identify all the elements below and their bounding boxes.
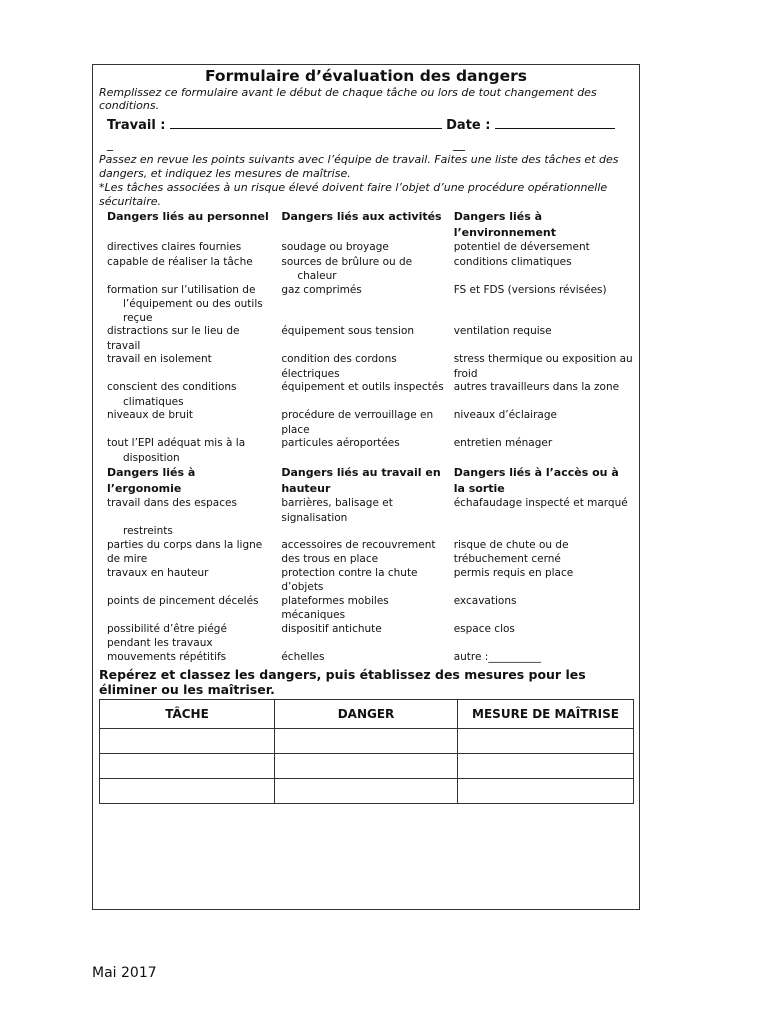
checklist-cell — [273, 396, 445, 410]
checklist-cell[interactable] — [273, 651, 445, 666]
checklist-row — [99, 539, 633, 567]
date-label: Date : — [446, 118, 491, 133]
checklist-cell[interactable] — [99, 595, 273, 623]
table-cell[interactable] — [458, 779, 634, 804]
checklist-item-label: disposition — [123, 451, 180, 464]
checklist-row — [99, 270, 633, 284]
checklist-item-label: permis requis en place — [453, 566, 574, 579]
checklist-item-label: condition des cordons électriques — [281, 353, 397, 380]
checklist-cell[interactable] — [99, 312, 273, 326]
checklist-row — [99, 353, 633, 381]
checklist-cell — [446, 270, 633, 284]
checklist-item-label: gaz comprimés — [281, 283, 362, 296]
header-environnement: Dangers liés à l’environnement — [453, 210, 557, 239]
checklist-row — [99, 256, 633, 271]
table-row — [100, 729, 634, 754]
checklist-item-label: équipement et outils inspectés — [281, 381, 444, 393]
checklist-item-label: échelles — [281, 650, 325, 663]
checklist-item-label: capable de réaliser la tâche — [107, 255, 253, 268]
date-input-line[interactable] — [495, 116, 615, 129]
checklist-item-label: distractions sur le lieu de travail — [107, 325, 240, 352]
checklist-item-label: protection contre la chute d’objets — [281, 566, 418, 593]
checklist-row — [99, 241, 633, 256]
checklist-cell[interactable] — [273, 437, 445, 452]
checklist-row — [99, 396, 633, 410]
checklist-item-label: accessoires de recouvrement des trous en place — [281, 538, 436, 565]
table-cell[interactable] — [100, 729, 275, 754]
checklist-item-label: niveaux de bruit — [107, 409, 194, 421]
table-row — [100, 779, 634, 804]
checklist-item-label: ventilation requise — [453, 325, 552, 337]
checklist-cell — [446, 396, 633, 410]
checklist-item-label: potentiel de déversement — [453, 241, 590, 253]
table-header-row — [100, 700, 634, 729]
checklist-cell[interactable] — [99, 437, 273, 452]
checklist-row — [99, 312, 633, 326]
checklist-row — [99, 452, 633, 466]
checklist-cell[interactable] — [446, 353, 633, 381]
checklist-row — [99, 381, 633, 396]
checklist-cell — [446, 525, 633, 539]
checklist-cell[interactable] — [446, 651, 633, 666]
checklist-cell[interactable] — [99, 452, 273, 466]
checklist-cell[interactable] — [273, 497, 445, 525]
checklist-item-label: échafaudage inspecté et marqué — [453, 497, 628, 509]
checklist-cell[interactable] — [446, 325, 633, 353]
checklist-item-label: autres travailleurs dans la zone — [453, 381, 620, 393]
checklist-item-label: l’équipement ou des outils — [123, 298, 263, 310]
checklist-cell[interactable] — [99, 381, 273, 396]
checklist-cell[interactable] — [273, 256, 445, 271]
review-line-2: *Les tâches associées à un risque élevé doivent faire l’objet d’une procédure opérationnelle sécuritaire. — [99, 181, 608, 208]
hazard-assessment-form — [92, 64, 640, 910]
checklist-cell — [99, 270, 273, 284]
checklist-item-label: conscient des conditions — [107, 381, 237, 393]
checklist-cell[interactable] — [446, 437, 633, 452]
checklist-cell — [446, 298, 633, 312]
travail-label: Travail : — [107, 118, 166, 133]
dash-left: _ — [107, 137, 113, 151]
section-header-row — [99, 209, 633, 241]
checklist-cell[interactable] — [99, 396, 273, 410]
table-cell[interactable] — [275, 729, 458, 754]
col-header-danger: DANGER — [275, 700, 458, 729]
checklist-item-label: restreints — [123, 525, 173, 537]
checklist-cell[interactable] — [99, 497, 273, 525]
checklist-cell[interactable] — [99, 298, 273, 312]
checklist-item-label: directives claires fournies — [107, 241, 242, 253]
checklist-cell — [446, 452, 633, 466]
checklist-cell[interactable] — [446, 381, 633, 396]
checklist-row — [99, 595, 633, 623]
header-personnel: Dangers liés au personnel — [107, 210, 269, 223]
checklist-cell — [273, 452, 445, 466]
checklist-row — [99, 525, 633, 539]
checklist-item-label: possibilité d’être piégé pendant les travaux — [107, 622, 227, 649]
checklist-item-label: procédure de verrouillage en place — [281, 409, 434, 436]
checklist-cell[interactable] — [99, 284, 273, 299]
form-intro: Remplissez ce formulaire avant le début de chaque tâche ou lors de tout changement des conditions. — [99, 86, 597, 112]
travail-field[interactable] — [107, 116, 442, 133]
hazard-section-2 — [99, 465, 633, 665]
table-cell[interactable] — [275, 779, 458, 804]
checklist-item-label: excavations — [453, 594, 517, 607]
review-text — [99, 153, 633, 209]
checklist-cell[interactable] — [99, 539, 273, 567]
checklist-row — [99, 567, 633, 595]
dash-row — [99, 137, 633, 153]
checklist-cell[interactable] — [99, 325, 273, 353]
checklist-item-label: reçue — [123, 311, 153, 324]
checklist-row — [99, 325, 633, 353]
bottom-instructions: Repérez et classez les dangers, puis établissez des mesures pour les éliminer ou les maîtriser. — [99, 667, 586, 697]
checklist-item-label: tout l’EPI adéquat mis à la — [107, 437, 246, 449]
section-header-row — [99, 465, 633, 497]
checklist-item-label: sources de brûlure ou de — [281, 255, 413, 268]
checklist-item-label: plateformes mobiles mécaniques — [281, 594, 389, 621]
travail-input-line[interactable] — [170, 116, 442, 129]
checklist-item-label: travail en isolement — [107, 353, 212, 365]
checklist-item-label: travail dans des espaces — [107, 497, 237, 509]
footer-date: Mai 2017 — [92, 965, 157, 981]
checklist-cell[interactable] — [446, 623, 633, 651]
checklist-cell[interactable] — [446, 595, 633, 623]
header-activites: Dangers liés aux activités — [281, 210, 442, 223]
checklist-cell — [273, 525, 445, 539]
checklist-cell[interactable] — [446, 567, 633, 595]
checklist-item-label: espace clos — [453, 622, 515, 635]
checklist-cell[interactable] — [273, 270, 445, 284]
checklist-item-label: risque de chute ou de trébuchement cerné — [453, 538, 569, 565]
checklist-cell[interactable] — [446, 497, 633, 525]
table-cell[interactable] — [275, 754, 458, 779]
checklist-cell[interactable] — [273, 409, 445, 437]
header-fields — [99, 116, 633, 133]
checklist-item-label: FS et FDS (versions révisées) — [453, 283, 607, 296]
checklist-cell[interactable] — [273, 353, 445, 381]
hazard-section-1 — [99, 209, 633, 465]
checklist-cell[interactable] — [446, 284, 633, 299]
checklist-item-label: climatiques — [123, 395, 184, 408]
table-cell[interactable] — [100, 754, 275, 779]
col-header-tache: TÂCHE — [100, 700, 275, 729]
checklist-item-label: formation sur l’utilisation de — [107, 283, 256, 296]
form-title: Formulaire d’évaluation des dangers — [204, 67, 528, 85]
checklist-item-label: conditions climatiques — [453, 255, 572, 268]
checklist-item-label: dispositif antichute — [281, 622, 382, 635]
checklist-cell[interactable] — [273, 241, 445, 256]
checklist-item-label: chaleur — [297, 270, 337, 282]
header-acces-sortie: Dangers liés à l’accès ou à la sortie — [453, 466, 619, 495]
checklist-cell[interactable] — [273, 381, 445, 396]
checklist-row — [99, 497, 633, 525]
checklist-cell — [273, 312, 445, 326]
date-field[interactable] — [446, 116, 615, 133]
checklist-row — [99, 651, 633, 666]
checklist-item-label: barrières, balisage et signalisation — [281, 497, 393, 524]
checklist-cell[interactable] — [273, 284, 445, 299]
checklist-item-label: soudage ou broyage — [281, 241, 389, 253]
checklist-item-label: parties du corps dans la ligne de mire — [107, 538, 263, 565]
checklist-item-label: autre :__________ — [453, 650, 541, 663]
checklist-cell[interactable] — [446, 256, 633, 271]
checklist-cell[interactable] — [99, 651, 273, 666]
checklist-row — [99, 623, 633, 651]
checklist-row — [99, 284, 633, 299]
checklist-cell[interactable] — [273, 567, 445, 595]
header-ergonomie: Dangers liés à l’ergonomie — [107, 466, 196, 495]
hazard-table — [99, 699, 634, 804]
checklist-item-label: mouvements répétitifs — [107, 650, 227, 663]
dash-right: __ — [453, 137, 465, 151]
checklist-cell[interactable] — [99, 409, 273, 437]
table-cell[interactable] — [458, 729, 634, 754]
checklist-item-label: travaux en hauteur — [107, 566, 209, 579]
checklist-cell[interactable] — [99, 353, 273, 381]
col-header-mesure: MESURE DE MAÎTRISE — [458, 700, 634, 729]
checklist-cell[interactable] — [99, 525, 273, 539]
table-cell[interactable] — [458, 754, 634, 779]
header-hauteur: Dangers liés au travail en hauteur — [281, 466, 441, 495]
checklist-cell — [273, 298, 445, 312]
table-cell[interactable] — [100, 779, 275, 804]
checklist-item-label: équipement sous tension — [281, 325, 415, 337]
checklist-row — [99, 409, 633, 437]
checklist-item-label: niveaux d’éclairage — [453, 409, 557, 421]
checklist-cell[interactable] — [99, 241, 273, 256]
checklist-cell[interactable] — [446, 409, 633, 437]
checklist-cell[interactable] — [273, 539, 445, 567]
checklist-cell[interactable] — [446, 241, 633, 256]
checklist-cell[interactable] — [446, 539, 633, 567]
review-line-1: Passez en revue les points suivants avec l’équipe de travail. Faites une liste des tâches et des dangers, et indiquez les mesures de maîtrise. — [99, 153, 619, 180]
checklist-item-label: stress thermique ou exposition au froid — [453, 353, 633, 380]
checklist-item-label: particules aéroportées — [281, 437, 400, 449]
checklist-cell[interactable] — [99, 567, 273, 595]
table-row — [100, 754, 634, 779]
checklist-cell[interactable] — [273, 623, 445, 651]
checklist-cell[interactable] — [273, 595, 445, 623]
checklist-item-label: points de pincement décelés — [107, 594, 259, 607]
checklist-cell[interactable] — [99, 623, 273, 651]
checklist-cell[interactable] — [273, 325, 445, 353]
checklist-row — [99, 437, 633, 452]
checklist-cell[interactable] — [99, 256, 273, 271]
checklist-item-label: entretien ménager — [453, 437, 553, 449]
checklist-row — [99, 298, 633, 312]
checklist-cell — [446, 312, 633, 326]
